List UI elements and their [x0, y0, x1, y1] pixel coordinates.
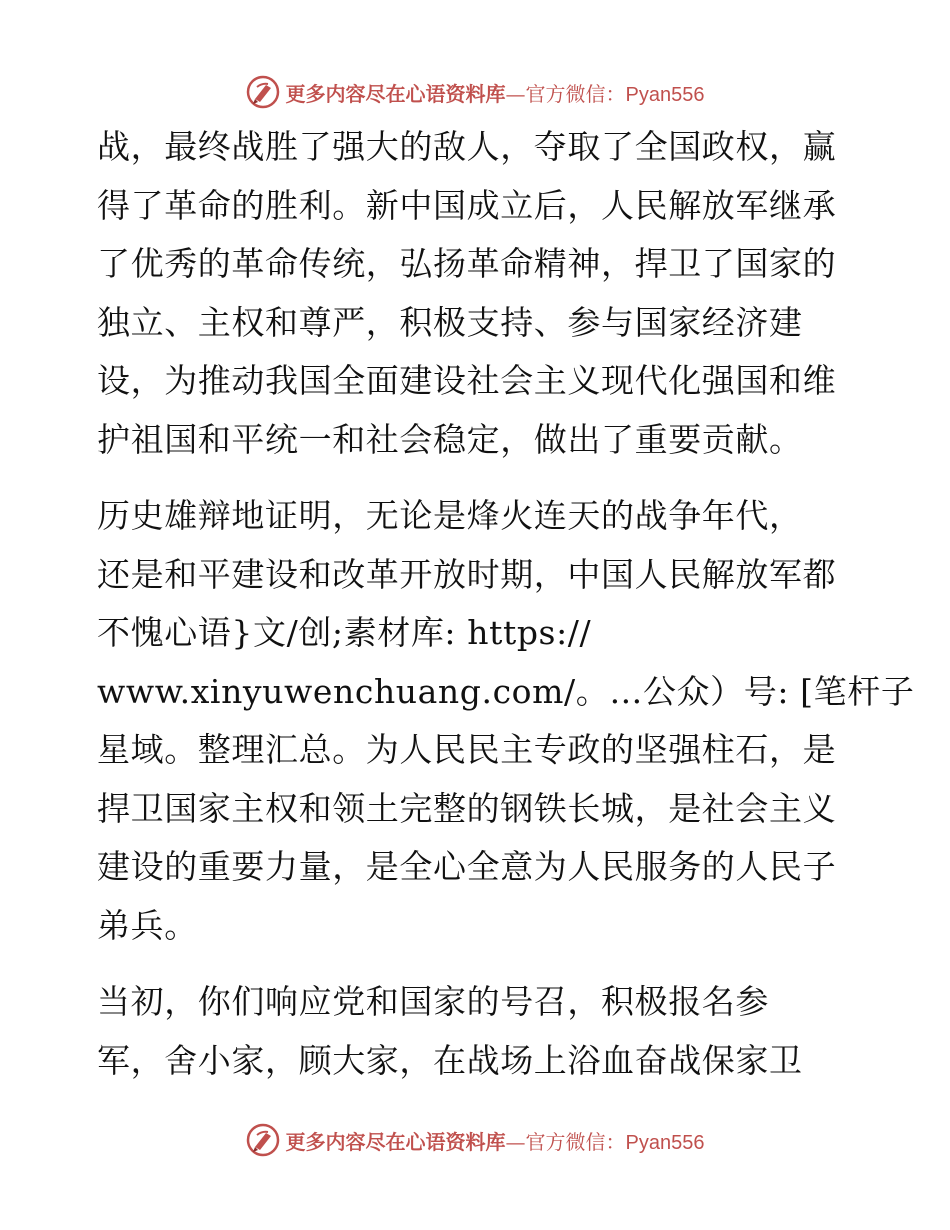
header-wechat-label: 官方微信： [525, 81, 626, 106]
text-line: 军，舍小家，顾大家，在战场上浴血奋战保家卫 [97, 1040, 803, 1080]
document-body [97, 118, 915, 1090]
brand-logo-icon [246, 75, 280, 109]
text-line: 得了革命的胜利。新中国成立后，人民解放军继承 [97, 185, 837, 225]
footer-text [286, 1126, 705, 1155]
header-banner [0, 72, 950, 112]
header-dash: — [505, 81, 526, 106]
text-line: 还是和平建设和改革开放时期，中国人民解放军都 [97, 554, 837, 594]
text-line: www.xinyuwenchuang.com/。…公众）号: [笔杆子 [97, 671, 915, 711]
text-line: 建设的重要力量，是全心全意为人民服务的人民子 [97, 847, 837, 886]
paragraph-gap [97, 469, 857, 487]
footer-wechat-id: Pyan556 [625, 1131, 705, 1154]
text-line: 独立、主权和尊严，积极支持、参与国家经济建 [97, 302, 803, 342]
text-line: 当初，你们响应党和国家的号召，积极报名参 [97, 982, 769, 1021]
text-line: 历史雄辩地证明，无论是烽火连天的战争年代， [97, 496, 803, 535]
paragraph-3 [97, 973, 857, 1090]
text-line: 星域。整理汇总。为人民民主专政的坚强柱石，是 [97, 730, 837, 769]
text-line: 设，为推动我国全面建设社会主义现代化强国和维 [97, 361, 837, 400]
brand-logo-icon [246, 1123, 280, 1157]
footer-wechat-label: 官方微信： [525, 1129, 626, 1154]
text-line: 捍卫国家主权和领土完整的钢铁长城，是社会主义 [97, 788, 837, 828]
paragraph-1 [97, 118, 857, 469]
text-line: 护祖国和平统一和社会稳定，做出了重要贡献。 [97, 419, 803, 459]
header-text [286, 78, 705, 107]
footer-brand: 更多内容尽在心语资料库 [285, 1129, 506, 1154]
text-line: 了优秀的革命传统，弘扬革命精神，捍卫了国家的 [97, 244, 837, 283]
header-wechat-id: Pyan556 [625, 83, 705, 106]
footer-banner [0, 1120, 950, 1160]
footer-dash: — [505, 1129, 526, 1154]
header-brand: 更多内容尽在心语资料库 [285, 81, 506, 106]
text-line: 战，最终战胜了强大的敌人，夺取了全国政权，赢 [97, 127, 837, 166]
text-line: 不愧心语}文/创;素材库: https:// [97, 613, 592, 652]
text-line: 弟兵。 [97, 905, 198, 945]
paragraph-gap [97, 955, 857, 973]
paragraph-2 [97, 487, 915, 955]
